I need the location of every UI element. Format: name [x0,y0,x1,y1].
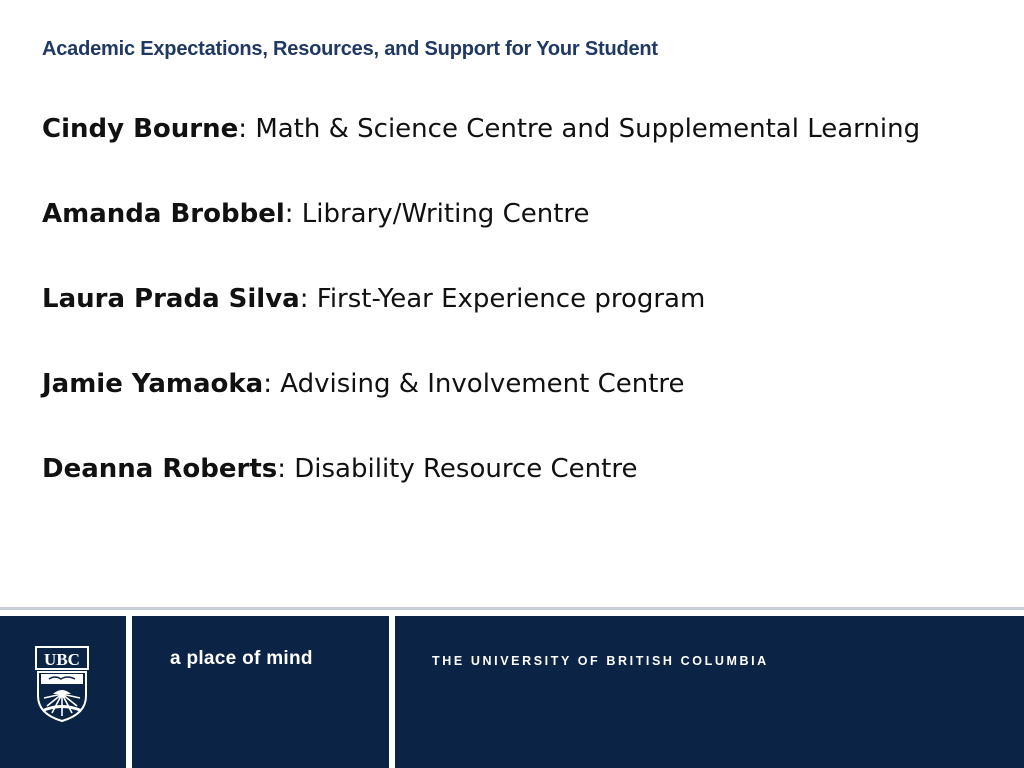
staff-entry-cindy-bourne [42,108,942,150]
staff-name: Laura Prada Silva [42,284,300,314]
footer-tagline: a place of mind [170,648,313,669]
staff-name: Deanna Roberts [42,454,278,484]
ubc-logo-text: UBC [44,650,80,669]
staff-list [42,108,942,533]
staff-role: Advising & Involvement Centre [280,369,685,399]
staff-name: Amanda Brobbel [42,199,285,229]
staff-name: Cindy Bourne [42,114,239,144]
staff-role: Disability Resource Centre [294,454,638,484]
staff-separator: : [263,369,281,399]
staff-role: Library/Writing Centre [301,199,590,229]
staff-role: Math & Science Centre and Supplemental Learning [255,114,921,144]
footer-divider-right [389,616,395,768]
footer-divider-left [126,616,132,768]
staff-separator: : [284,199,302,229]
staff-entry-deanna-roberts [42,448,942,490]
slide-title: Academic Expectations, Resources, and Support for Your Student [42,38,658,60]
staff-separator: : [238,114,256,144]
staff-entry-laura-prada-silva [42,278,942,320]
ubc-crest-icon [35,646,89,722]
staff-separator: : [277,454,295,484]
staff-separator: : [299,284,317,314]
staff-name: Jamie Yamaoka [42,369,264,399]
staff-entry-jamie-yamaoka [42,363,942,405]
staff-entry-amanda-brobbel [42,193,942,235]
footer-band [0,616,1024,768]
staff-role: First-Year Experience program [316,284,706,314]
footer-university-name: THE UNIVERSITY OF BRITISH COLUMBIA [432,654,769,668]
